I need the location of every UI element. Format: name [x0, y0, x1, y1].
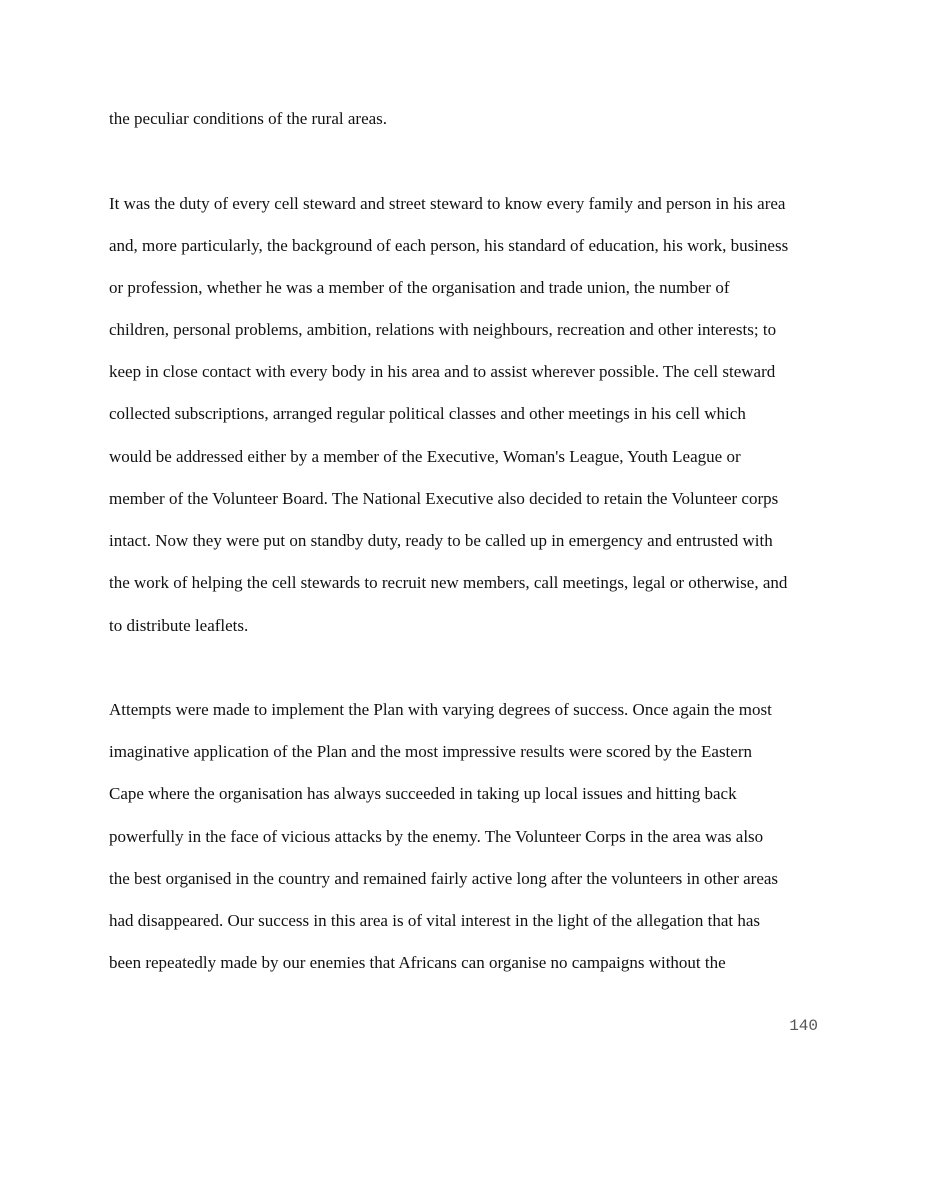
- text-line: had disappeared. Our success in this area is of vital interest in the light of the allegation that has: [109, 911, 761, 930]
- text-line: imaginative application of the Plan and the most impressive results were scored by the Eastern: [109, 742, 752, 761]
- text-line: to distribute leaflets.: [109, 616, 249, 635]
- text-line: powerfully in the face of vicious attacks by the enemy. The Volunteer Corps in the area was also: [109, 827, 764, 846]
- text-line: the peculiar conditions of the rural areas.: [109, 109, 388, 128]
- text-line: would be addressed either by a member of the Executive, Woman's League, Youth League or: [109, 447, 741, 466]
- text-line: Cape where the organisation has always succeeded in taking up local issues and hitting back: [109, 784, 737, 803]
- text-line: children, personal problems, ambition, relations with neighbours, recreation and other interests; to: [109, 320, 777, 339]
- text-line: It was the duty of every cell steward and street steward to know every family and person in his area: [109, 194, 786, 213]
- text-line: keep in close contact with every body in his area and to assist wherever possible. The cell steward: [109, 362, 776, 381]
- text-line: the work of helping the cell stewards to recruit new members, call meetings, legal or otherwise, and: [109, 573, 788, 592]
- page-number: 140: [789, 1017, 818, 1035]
- text-line: Attempts were made to implement the Plan with varying degrees of success. Once again the most: [109, 700, 772, 719]
- text-line: member of the Volunteer Board. The National Executive also decided to retain the Volunteer corps: [109, 489, 779, 508]
- text-line: and, more particularly, the background of each person, his standard of education, his work, business: [109, 236, 789, 255]
- text-line: been repeatedly made by our enemies that Africans can organise no campaigns without the: [109, 953, 726, 972]
- text-line: intact. Now they were put on standby duty, ready to be called up in emergency and entrusted with: [109, 531, 773, 550]
- text-line: the best organised in the country and remained fairly active long after the volunteers in other areas: [109, 869, 779, 888]
- text-line: collected subscriptions, arranged regular political classes and other meetings in his cell which: [109, 404, 746, 423]
- text-line: or profession, whether he was a member of the organisation and trade union, the number of: [109, 278, 730, 297]
